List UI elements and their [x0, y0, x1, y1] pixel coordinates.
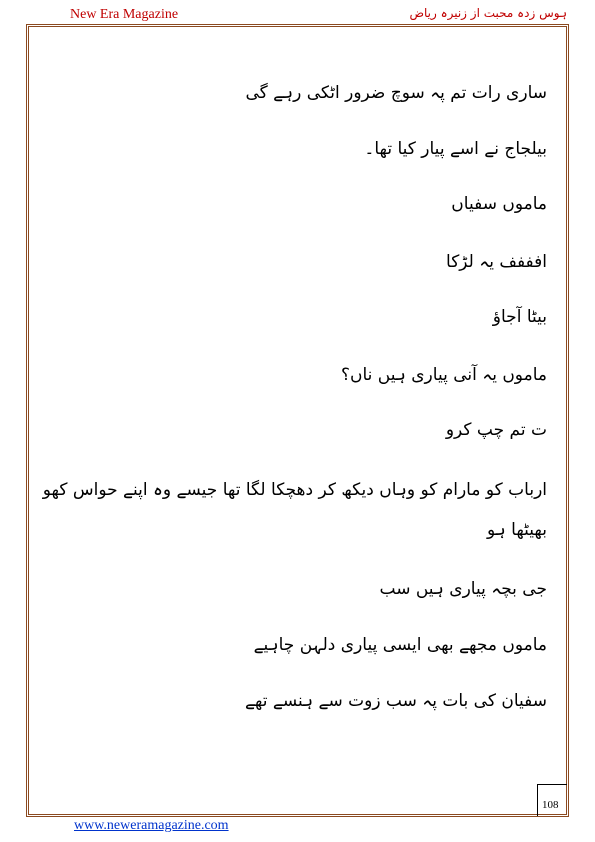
text-line: افففف یہ لڑکا	[446, 252, 547, 272]
text-line: ماموں یہ آنی پیاری ہیں ناں؟	[340, 365, 547, 385]
text-line: جی بچہ پیاری ہیں سب	[379, 579, 547, 599]
text-line: ماموں سفیاں	[451, 194, 547, 214]
text-line: بیلجاج نے اسے پیار کیا تھا۔	[364, 139, 547, 159]
text-line: ت تم چپ کرو	[445, 420, 547, 440]
website-link[interactable]: www.neweramagazine.com	[74, 818, 229, 833]
magazine-name: New Era Magazine	[70, 7, 179, 22]
page-number: 108	[537, 784, 567, 816]
text-paragraph: ارباب کو مارام کو وہاں دیکھ کر دھچکا لگا تھا جیسے وہ اپنے حواس کھو بھیٹھا ہو	[42, 480, 547, 540]
novel-title: ہوس زدہ محبت از زنیرہ ریاض	[409, 6, 567, 20]
text-line: سفیان کی بات پہ سب زوت سے ہنسے تھے	[244, 691, 547, 711]
text-line: بیٹا آجاؤ	[492, 307, 547, 327]
text-line: ساری رات تم پہ سوچ ضرور اٹکی رہے گی	[245, 83, 547, 103]
text-line: ماموں مجھے بھی ایسی پیاری دلہن چاہیے	[253, 635, 547, 655]
page-header	[26, 4, 569, 26]
